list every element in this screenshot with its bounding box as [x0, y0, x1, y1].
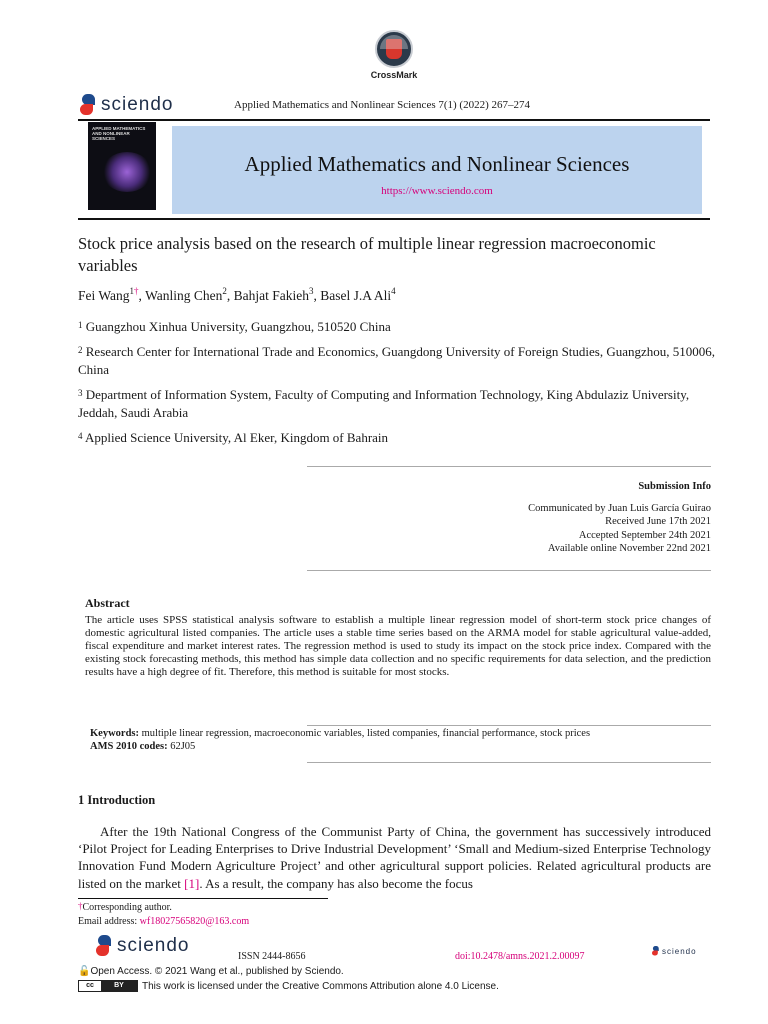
banner-rule	[78, 218, 710, 220]
open-access-notice	[78, 966, 344, 977]
author-name: Wanling Chen	[145, 288, 223, 303]
affiliation	[78, 429, 718, 447]
affiliation-text: Applied Science University, Al Eker, Kingdom of Bahrain	[85, 430, 389, 445]
affiliation-number: 3	[78, 388, 83, 398]
footnote	[78, 901, 249, 929]
abstract-text: The article uses SPSS statistical analysis software to establish a multiple linear regression model of short-term stock price changes of domestic agricultural listed companies. The article uses a stable time series based on the ARMA model for stable agricultural value-added, fiscal expenditure and market interest rates. The regression method is used to study its impact on the stock price index. Compared with the existing stock forecasting methods, this method has simple data collection and no specific requirements for data selection, and the prediction results have a high degree of fit. Therefore, this method is suitable for most stocks.	[85, 613, 711, 678]
divider	[307, 762, 711, 763]
abstract	[85, 597, 711, 678]
communicated-by: Communicated by Juan Luis García Guirao	[528, 502, 711, 514]
footnote-rule	[78, 898, 328, 899]
journal-url-link[interactable]: https://www.sciendo.com	[381, 185, 493, 197]
author-name: Basel J.A Ali	[320, 288, 392, 303]
affiliation-number: 2	[78, 345, 83, 355]
cc-badge-right: BY	[101, 981, 137, 991]
author-name: Fei Wang	[78, 288, 130, 303]
email-link[interactable]: wf18027565820@163.com	[139, 916, 250, 927]
affiliation-text: Research Center for International Trade and Economics, Guangdong University of Foreign Studies, Guangzhou, 510006, China	[78, 344, 716, 377]
sciendo-logo[interactable]	[80, 94, 174, 116]
open-access-text: Open Access. © 2021 Wang et al., published by Sciendo.	[90, 966, 344, 977]
crossmark-badge[interactable]	[364, 30, 424, 80]
author-affiliation-sup: 4	[391, 286, 396, 296]
affiliation	[78, 386, 718, 422]
cover-title: APPLIED MATHEMATICS AND NONLINEAR SCIENCES	[92, 126, 146, 141]
abstract-heading: Abstract	[85, 596, 130, 610]
submission-heading: Submission Info	[638, 481, 711, 492]
affiliation-number: 4	[78, 431, 83, 441]
accepted-date: Accepted September 24th 2021	[578, 529, 711, 541]
ams-codes-text: 62J05	[170, 740, 196, 752]
citation-link[interactable]: [1]	[184, 875, 200, 891]
section-heading-introduction: 1 Introduction	[78, 793, 156, 807]
header-rule	[78, 119, 710, 121]
author-affiliation-sup: 3	[308, 286, 314, 296]
author-affiliation-sup: 1	[129, 286, 135, 296]
sciendo-wordmark: sciendo	[117, 935, 190, 956]
paper-title: Stock price analysis based on the research of multiple linear regression macroeconomic variables	[78, 234, 656, 275]
ams-codes-label: AMS 2010 codes:	[90, 740, 168, 752]
keywords-block	[90, 728, 710, 753]
issn: ISSN 2444-8656	[238, 951, 306, 962]
license-text: This work is licensed under the Creative Commons Attribution alone 4.0 License.	[142, 980, 499, 992]
license-notice	[78, 980, 499, 992]
cc-by-license-icon[interactable]	[78, 980, 138, 992]
journal-cover-image	[88, 122, 156, 210]
online-date: Available online November 22nd 2021	[547, 543, 711, 554]
submission-info	[400, 480, 711, 556]
author-name: Bahjat Fakieh	[233, 288, 309, 303]
journal-citation: Applied Mathematics and Nonlinear Sciences 7(1) (2022) 267–274	[234, 99, 531, 111]
open-access-lock-icon: 🔓	[78, 966, 91, 977]
crossmark-icon	[375, 30, 413, 68]
doi-link[interactable]: doi:10.2478/amns.2021.2.00097	[455, 951, 585, 962]
sciendo-wordmark: sciendo	[101, 94, 174, 115]
sciendo-logo-icon	[652, 946, 656, 951]
corresponding-author-note: Corresponding author.	[82, 902, 172, 913]
divider	[307, 570, 711, 571]
author-affiliation-sup: 2	[222, 286, 227, 296]
divider	[307, 725, 711, 726]
affiliation	[78, 343, 718, 379]
author-list: Fei Wang$^{1\dagger}$, Wanling Chen$^2$, Bahjat Fakieh$^3$, Basel J.A Ali$^4$	[78, 286, 396, 303]
introduction-text-continued: . As a result, the company has also become the focus	[199, 875, 473, 891]
cc-badge-left: cc	[79, 981, 101, 991]
footer-sciendo-logo[interactable]	[96, 935, 190, 957]
email-label: Email address:	[78, 916, 140, 927]
introduction-paragraph	[78, 823, 711, 892]
affiliation-text: Guangzhou Xinhua University, Guangzhou, 510520 China	[85, 319, 391, 334]
keywords-text: multiple linear regression, macroeconomic variables, listed companies, financial performance, stock prices	[141, 728, 591, 739]
received-date: Received June 17th 2021	[605, 516, 711, 527]
introduction-text: After the 19th National Congress of the Communist Party of China, the government has successively introduced ‘Pilot Project for Leading Enterprises to Drive Industrial Development’ ‘Small and Medium-sized Enterprise Technology Innovation Fund Modern Agriculture Project’ and other agricultural support policies. Related agricultural products are listed on the market	[78, 824, 711, 891]
divider	[307, 466, 711, 467]
keywords-label: Keywords:	[90, 728, 139, 739]
small-sciendo-logo	[652, 946, 697, 957]
footnote-mark: †	[78, 901, 83, 911]
corresponding-author-mark[interactable]: †	[134, 286, 139, 296]
affiliation-text: Department of Information System, Faculty of Computing and Information Technology, King Abdulaziz University, Jeddah, Saudi Arabia	[78, 387, 690, 420]
sciendo-logo-icon	[80, 94, 96, 116]
sciendo-wordmark: sciendo	[662, 947, 697, 956]
sciendo-logo-icon	[96, 935, 112, 957]
affiliation-number: 1	[78, 320, 83, 330]
affiliation	[78, 318, 718, 336]
journal-title: Applied Mathematics and Nonlinear Sciences	[244, 152, 630, 176]
crossmark-label: CrossMark	[370, 70, 418, 80]
